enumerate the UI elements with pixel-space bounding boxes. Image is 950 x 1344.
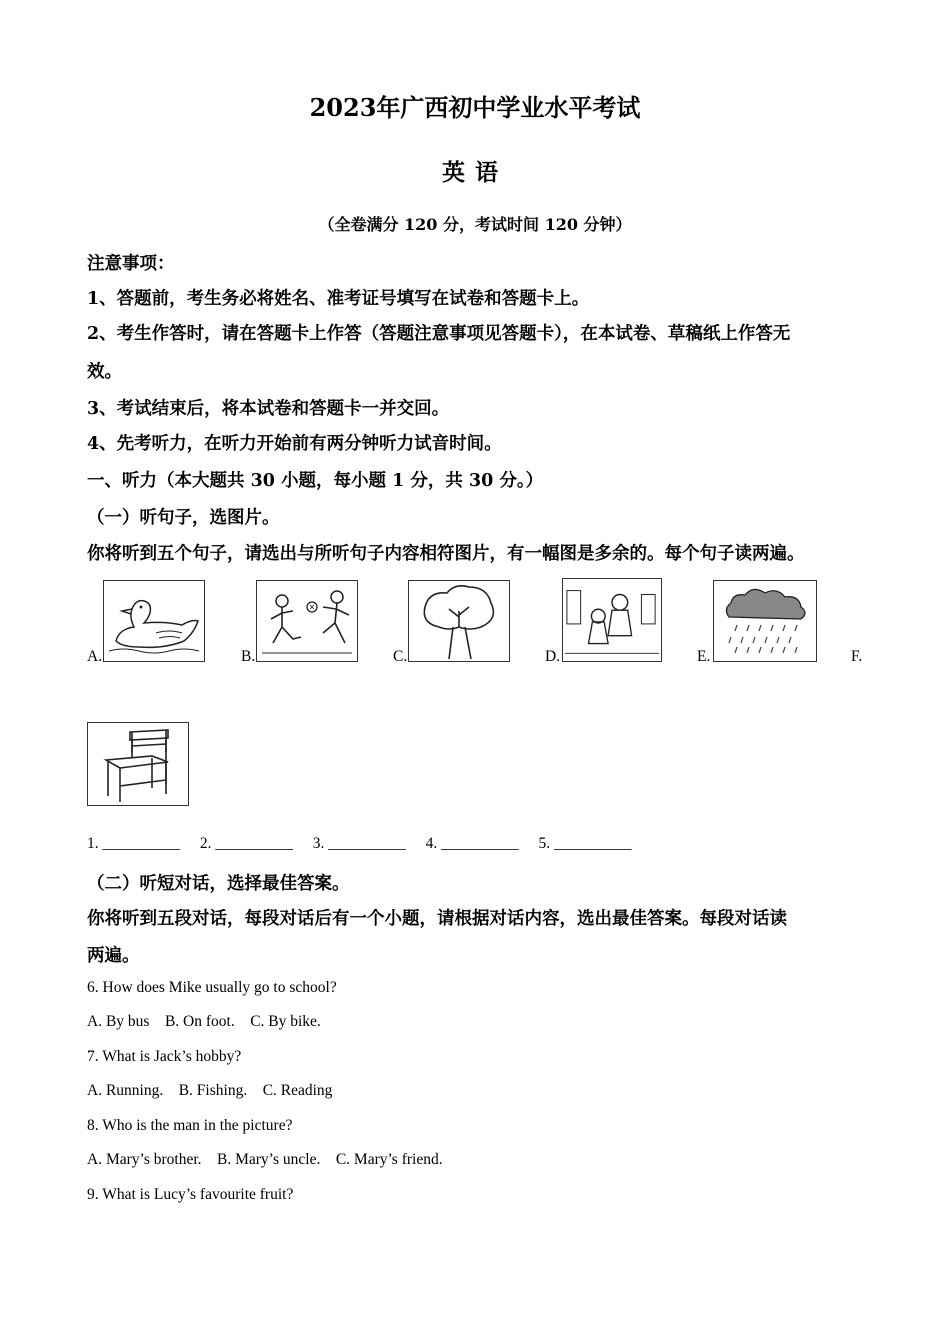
question-8: 8. Who is the man in the picture? [87,1117,293,1134]
note-item-3: 3、考试结束后，将本试卷和答题卡一并交回。 [87,399,450,419]
cloud-rain-icon [714,581,816,661]
subject-title: 英语 [442,159,508,186]
chair-icon [88,723,188,805]
blank-1[interactable]: 1. __________ [87,835,180,852]
blank-5[interactable]: 5. __________ [538,835,632,852]
part2-instruction-line1: 你将听到五段对话，每段对话后有一个小题，请根据对话内容，选出最佳答案。每段对话读 [87,909,787,929]
children-icon [563,579,661,661]
exam-info: （全卷满分 120 分，考试时间 120 分钟） [318,215,632,234]
note-item-2: 2、考生作答时，请在答题卡上作答（答题注意事项见答题卡），在本试卷、草稿纸上作答无 [87,324,791,344]
section1-heading: 一、听力（本大题共 30 小题，每小题 1 分，共 30 分。） [87,471,544,491]
soccer-picture [256,580,358,662]
rain-picture [713,580,817,662]
tree-picture [408,580,510,662]
blank-3[interactable]: 3. __________ [312,835,406,852]
picture-label-a: A. [87,648,103,665]
notes-heading: 注意事项： [87,254,175,274]
answer-blanks [87,835,648,853]
note-item-2-cont: 效。 [87,362,122,382]
children-picture [562,578,662,662]
blank-4[interactable]: 4. __________ [425,835,519,852]
question-9: 9. What is Lucy’s favourite fruit? [87,1186,294,1203]
picture-label-c: C. [393,648,408,665]
picture-label-f: F. [851,648,863,665]
note-item-1: 1、答题前，考生务必将姓名、准考证号填写在试卷和答题卡上。 [87,289,590,309]
blank-2[interactable]: 2. __________ [199,835,293,852]
part1-heading: （一）听句子，选图片。 [87,508,280,528]
picture-label-e: E. [697,648,711,665]
note-item-4: 4、先考听力，在听力开始前有两分钟听力试音时间。 [87,434,502,454]
chair-picture [87,722,189,806]
soccer-icon [257,581,357,661]
question-6-options: A. By bus B. On foot. C. By bike. [87,1013,321,1030]
question-6: 6. How does Mike usually go to school? [87,979,337,996]
duck-picture [103,580,205,662]
part2-instruction-line2: 两遍。 [87,946,140,966]
question-7: 7. What is Jack’s hobby? [87,1048,242,1065]
question-8-options: A. Mary’s brother. B. Mary’s uncle. C. Mary’s friend. [87,1151,443,1168]
picture-label-d: D. [545,648,561,665]
part1-instruction: 你将听到五个句子，请选出与所听句子内容相符图片，有一幅图是多余的。每个句子读两遍。 [87,544,805,564]
picture-label-b: B. [241,648,256,665]
question-7-options: A. Running. B. Fishing. C. Reading [87,1082,333,1099]
tree-icon [409,581,509,661]
exam-title: 2023年广西初中学业水平考试 [309,93,641,122]
duck-icon [104,581,204,661]
part2-heading: （二）听短对话，选择最佳答案。 [87,874,350,894]
